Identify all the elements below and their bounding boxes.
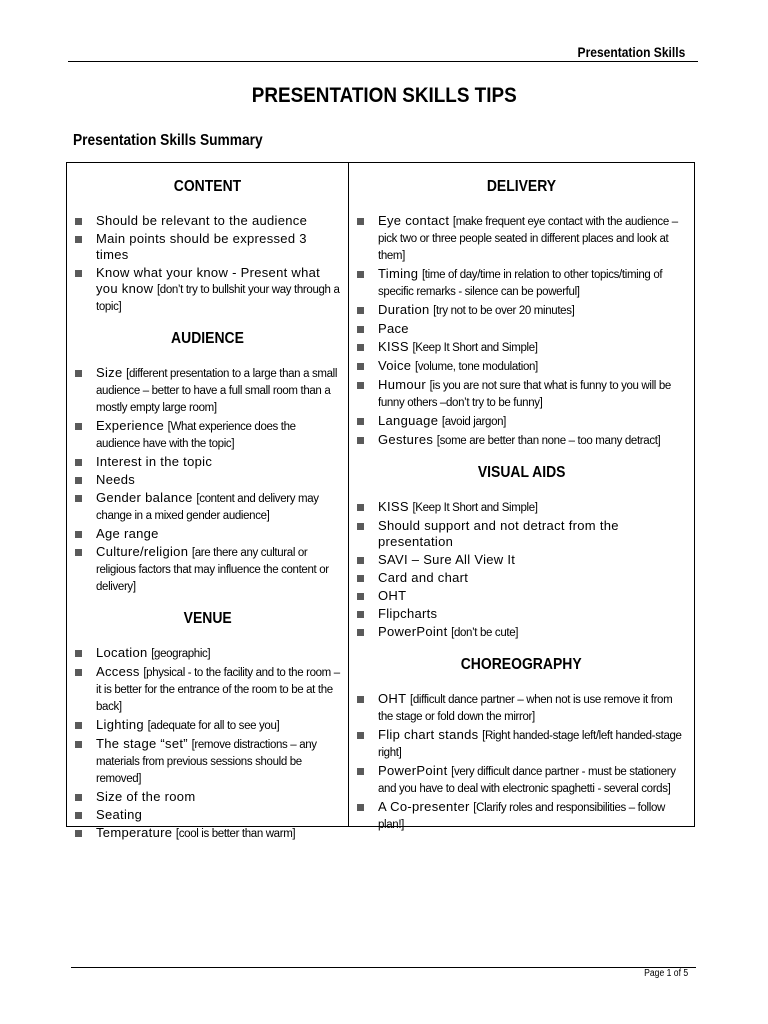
item-note: [make frequent eye contact with the audience – pick two or three people seated in different places and look at them] xyxy=(378,216,678,262)
item-note: [try not to be over 20 minutes] xyxy=(433,305,575,317)
square-bullet-icon xyxy=(357,344,364,351)
item-note: [geographic] xyxy=(151,648,211,660)
item-note: [What experience does the audience have with the topic] xyxy=(96,421,296,450)
item-note: [physical - to the facility and to the room – it is better for the entrance of the room to be at the back] xyxy=(96,667,340,713)
item-term: Flip chart stands xyxy=(378,727,479,742)
square-bullet-icon xyxy=(75,270,82,277)
summary-heading: Presentation Skills Summary xyxy=(73,132,263,149)
item-term: KISS xyxy=(378,339,409,354)
item-note: [very difficult dance partner - must be stationery and you have to deal with electronic spaghetti - several cords] xyxy=(378,766,676,795)
list-item xyxy=(73,213,342,229)
list-item xyxy=(355,358,688,375)
square-bullet-icon xyxy=(75,812,82,819)
list-item xyxy=(355,518,688,550)
list-item xyxy=(355,727,688,761)
item-note: [difficult dance partner – when not is use remove it from the stage or fold down the mirror] xyxy=(378,694,673,723)
square-bullet-icon xyxy=(75,722,82,729)
item-term: Age range xyxy=(96,526,159,541)
list-item xyxy=(73,418,342,452)
list-item xyxy=(355,339,688,356)
list-item xyxy=(73,454,342,470)
list-item xyxy=(73,231,342,263)
list-item xyxy=(355,377,688,411)
bullet-list xyxy=(355,213,688,449)
item-term: Eye contact xyxy=(378,213,450,228)
square-bullet-icon xyxy=(75,650,82,657)
list-item xyxy=(355,552,688,568)
list-item xyxy=(355,413,688,430)
section-heading xyxy=(73,609,342,629)
list-item xyxy=(355,799,688,833)
item-term: Humour xyxy=(378,377,427,392)
item-note: [cool is better than warm] xyxy=(175,828,296,840)
square-bullet-icon xyxy=(357,326,364,333)
item-term: Gender balance xyxy=(96,490,193,505)
item-term: Interest in the topic xyxy=(96,454,213,469)
item-term: Culture/religion xyxy=(96,544,189,559)
item-note: [time of day/time in relation to other topics/timing of specific remarks - silence can be powerful] xyxy=(378,269,663,298)
item-term: A Co-presenter xyxy=(378,799,470,814)
square-bullet-icon xyxy=(357,575,364,582)
item-term: Location xyxy=(96,645,148,660)
list-item xyxy=(355,499,688,516)
square-bullet-icon xyxy=(75,531,82,538)
item-note: [different presentation to a large than a small audience – better to have a full small room than a mostly empty large room] xyxy=(96,368,338,414)
square-bullet-icon xyxy=(357,307,364,314)
item-note: [volume, tone modulation] xyxy=(414,361,538,373)
section-heading-text: CHOREOGRAPHY xyxy=(461,656,582,673)
square-bullet-icon xyxy=(357,768,364,775)
square-bullet-icon xyxy=(357,418,364,425)
item-note: [don’t try to bullshit your way through a topic] xyxy=(96,284,340,313)
list-item xyxy=(73,365,342,416)
item-note: [some are better than none – too many detract] xyxy=(436,435,661,447)
item-term: PowerPoint xyxy=(378,763,448,778)
item-note: [Keep It Short and Simple] xyxy=(412,342,538,354)
square-bullet-icon xyxy=(357,363,364,370)
bullet-list xyxy=(355,499,688,641)
section-heading xyxy=(355,463,688,483)
item-term: The stage “set” xyxy=(96,736,188,751)
item-term: Gestures xyxy=(378,432,434,447)
item-note: [Right handed-stage left/left handed-stage right] xyxy=(378,730,682,759)
document-title-text: PRESENTATION SKILLS TIPS xyxy=(251,84,517,107)
item-note: [adequate for all to see you] xyxy=(147,720,280,732)
list-item xyxy=(73,789,342,805)
square-bullet-icon xyxy=(75,459,82,466)
list-item xyxy=(73,526,342,542)
list-item xyxy=(73,664,342,715)
item-term: Size of the room xyxy=(96,789,196,804)
list-item xyxy=(355,321,688,337)
item-term: Seating xyxy=(96,807,143,822)
square-bullet-icon xyxy=(357,696,364,703)
footer-divider xyxy=(71,967,696,968)
item-term: Card and chart xyxy=(378,570,469,585)
item-term: Know what your know - Present what you know xyxy=(96,265,321,296)
item-term: Experience xyxy=(96,418,165,433)
list-item xyxy=(355,624,688,641)
square-bullet-icon xyxy=(75,549,82,556)
list-item xyxy=(73,490,342,524)
section-heading xyxy=(73,329,342,349)
section-heading xyxy=(355,177,688,197)
square-bullet-icon xyxy=(357,523,364,530)
square-bullet-icon xyxy=(357,382,364,389)
square-bullet-icon xyxy=(357,437,364,444)
bullet-list xyxy=(73,213,342,315)
item-term: Pace xyxy=(378,321,409,336)
item-term: Lighting xyxy=(96,717,144,732)
item-note: [Keep It Short and Simple] xyxy=(412,502,538,514)
item-term: PowerPoint xyxy=(378,624,448,639)
list-item xyxy=(73,544,342,595)
item-term: Duration xyxy=(378,302,430,317)
section-heading xyxy=(355,655,688,675)
square-bullet-icon xyxy=(357,804,364,811)
list-item xyxy=(73,717,342,734)
square-bullet-icon xyxy=(75,370,82,377)
section-heading-text: VISUAL AIDS xyxy=(477,464,566,481)
list-item xyxy=(355,763,688,797)
page-number: Page 1 of 5 xyxy=(644,968,688,979)
item-note: [remove distractions – any materials from previous sessions should be removed] xyxy=(96,739,317,785)
item-term: Timing xyxy=(378,266,419,281)
item-term: Main points should be expressed 3 times xyxy=(96,231,307,262)
list-item xyxy=(73,472,342,488)
square-bullet-icon xyxy=(75,495,82,502)
square-bullet-icon xyxy=(75,830,82,837)
square-bullet-icon xyxy=(357,593,364,600)
item-note: [Clarify roles and responsibilities – follow plan!] xyxy=(378,802,665,831)
square-bullet-icon xyxy=(357,504,364,511)
item-term: Should support and not detract from the presentation xyxy=(378,518,619,549)
item-term: Language xyxy=(378,413,439,428)
bullet-list xyxy=(355,691,688,833)
bullet-list xyxy=(73,645,342,842)
item-term: Access xyxy=(96,664,140,679)
bullet-list xyxy=(73,365,342,595)
square-bullet-icon xyxy=(357,732,364,739)
square-bullet-icon xyxy=(75,741,82,748)
list-item xyxy=(355,588,688,604)
item-term: KISS xyxy=(378,499,409,514)
item-term: Voice xyxy=(378,358,412,373)
section-heading xyxy=(73,177,342,197)
square-bullet-icon xyxy=(75,218,82,225)
list-item xyxy=(355,266,688,300)
running-header: Presentation Skills xyxy=(577,44,685,60)
section-heading-text: CONTENT xyxy=(173,178,242,195)
square-bullet-icon xyxy=(75,669,82,676)
list-item xyxy=(355,432,688,449)
list-item xyxy=(73,736,342,787)
list-item xyxy=(73,807,342,823)
list-item xyxy=(73,825,342,842)
square-bullet-icon xyxy=(357,629,364,636)
square-bullet-icon xyxy=(75,794,82,801)
square-bullet-icon xyxy=(357,271,364,278)
list-item xyxy=(73,265,342,315)
square-bullet-icon xyxy=(357,218,364,225)
square-bullet-icon xyxy=(75,236,82,243)
square-bullet-icon xyxy=(357,557,364,564)
list-item xyxy=(355,691,688,725)
item-term: OHT xyxy=(378,691,407,706)
item-term: SAVI – Sure All View It xyxy=(378,552,516,567)
item-term: Should be relevant to the audience xyxy=(96,213,308,228)
list-item xyxy=(73,645,342,662)
section-heading-text: DELIVERY xyxy=(486,178,557,195)
summary-table xyxy=(66,162,695,840)
item-note: [don’t be cute] xyxy=(451,627,519,639)
right-column xyxy=(349,163,694,831)
list-item xyxy=(355,213,688,264)
item-term: Size xyxy=(96,365,123,380)
square-bullet-icon xyxy=(75,477,82,484)
item-note: [content and delivery may change in a mixed gender audience] xyxy=(96,493,319,522)
square-bullet-icon xyxy=(357,611,364,618)
item-note: [avoid jargon] xyxy=(441,416,507,428)
document-title xyxy=(0,84,768,108)
item-term: Temperature xyxy=(96,825,173,840)
item-note: [is you are not sure that what is funny to you will be funny others –don’t try to be funny] xyxy=(378,380,671,409)
list-item xyxy=(355,606,688,622)
item-term: Flipcharts xyxy=(378,606,438,621)
square-bullet-icon xyxy=(75,423,82,430)
item-note: [are there any cultural or religious factors that may influence the content or delivery] xyxy=(96,547,329,593)
item-term: OHT xyxy=(378,588,407,603)
section-heading-text: VENUE xyxy=(183,610,232,627)
list-item xyxy=(355,570,688,586)
header-divider xyxy=(68,61,698,62)
section-heading-text: AUDIENCE xyxy=(171,330,244,347)
left-column xyxy=(67,163,348,840)
item-term: Needs xyxy=(96,472,136,487)
list-item xyxy=(355,302,688,319)
